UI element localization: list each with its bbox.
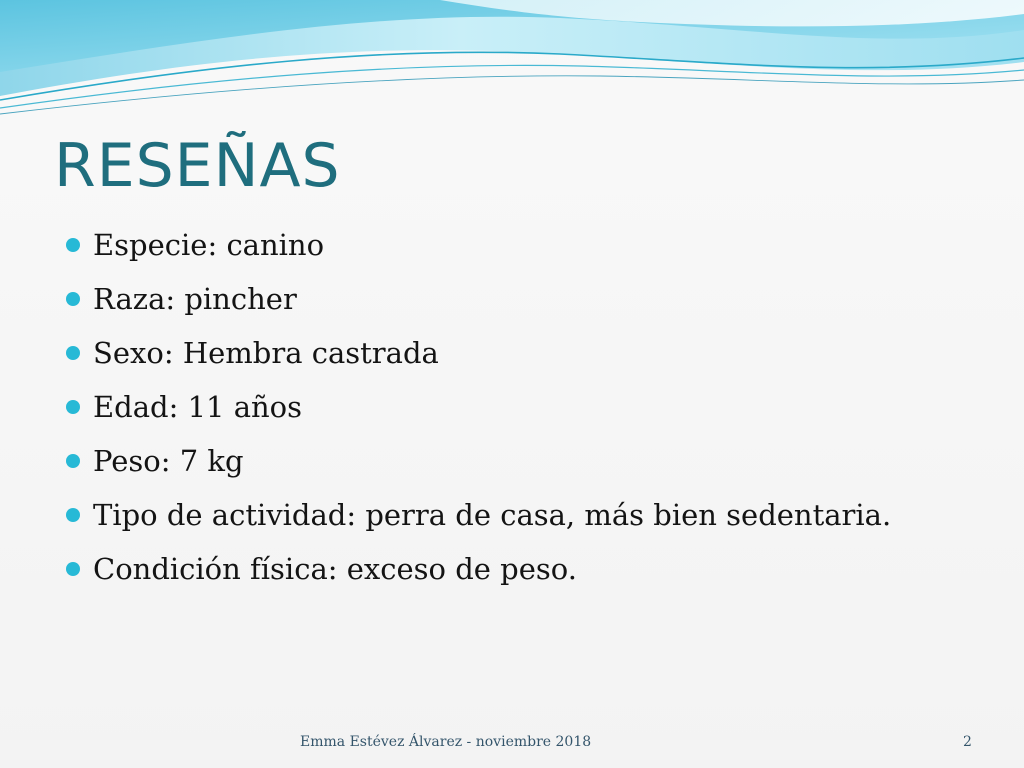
bullet-text: Tipo de actividad: perra de casa, más bien sedentaria. (93, 498, 892, 532)
bullet-item-especie (66, 222, 986, 276)
bullet-dot-icon (66, 238, 80, 252)
bullet-dot-icon (66, 346, 80, 360)
bullet-text: Raza: pincher (93, 282, 297, 316)
bullet-text: Peso: 7 kg (93, 444, 244, 478)
footer-author-date: Emma Estévez Álvarez - noviembre 2018 (300, 734, 592, 750)
bullet-item-actividad (66, 492, 986, 546)
bullet-item-condicion (66, 546, 986, 600)
page-number: 2 (963, 734, 972, 750)
bullet-item-edad (66, 384, 986, 438)
bullet-dot-icon (66, 562, 80, 576)
bullet-text: Edad: 11 años (93, 390, 303, 424)
bullet-text: Condición física: exceso de peso. (93, 552, 577, 586)
bullet-text: Sexo: Hembra castrada (93, 336, 439, 370)
bullet-dot-icon (66, 400, 80, 414)
bullet-item-raza (66, 276, 986, 330)
bullet-dot-icon (66, 292, 80, 306)
bullet-list (66, 222, 986, 600)
wave-header-decoration (0, 0, 1024, 130)
slide-title: RESEÑAS (54, 131, 341, 201)
bullet-text: Especie: canino (93, 228, 325, 262)
bullet-dot-icon (66, 454, 80, 468)
bullet-item-peso (66, 438, 986, 492)
bullet-dot-icon (66, 508, 80, 522)
bullet-item-sexo (66, 330, 986, 384)
